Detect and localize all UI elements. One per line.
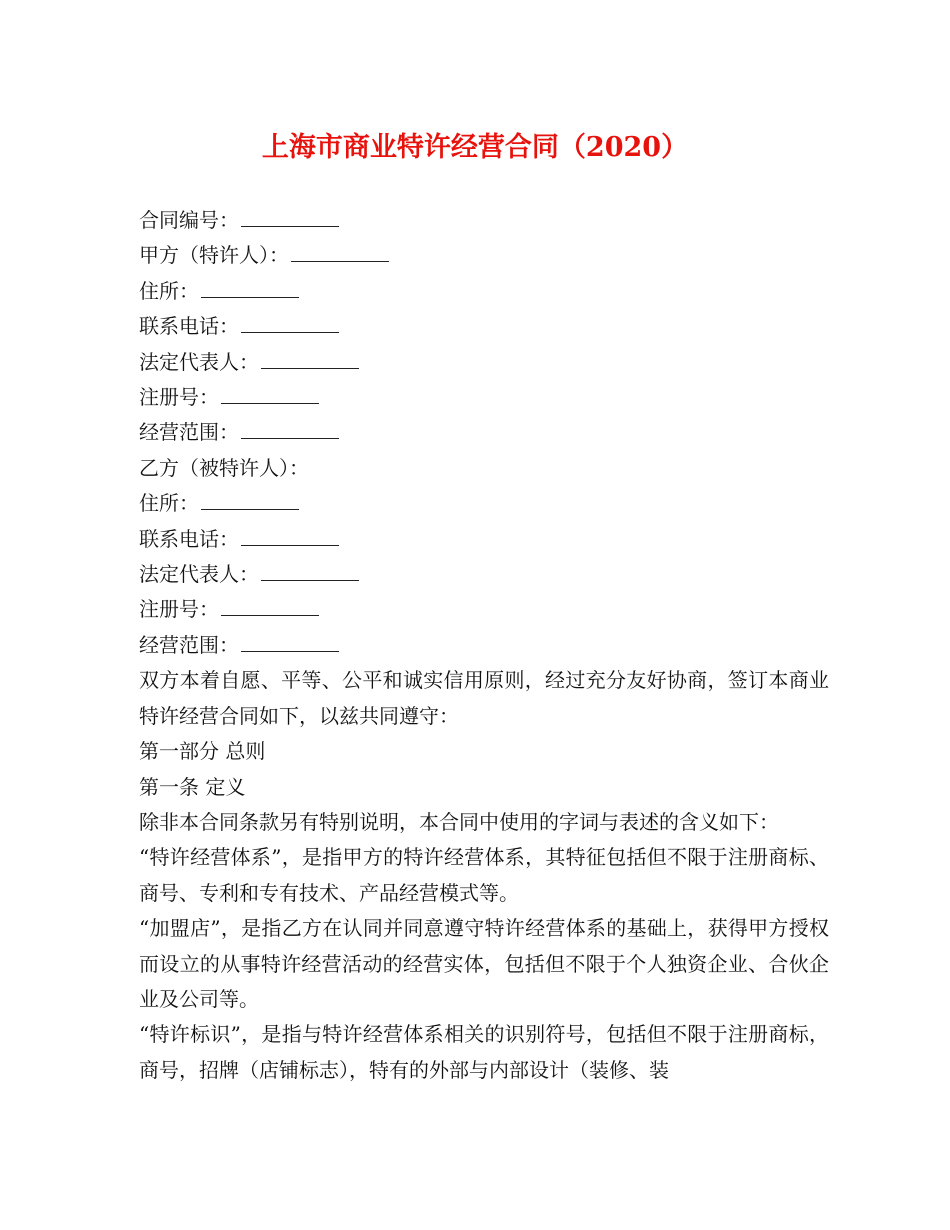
party-a-address-field — [139, 274, 829, 309]
definition-paragraph: “特许经营体系”，是指甲方的特许经营体系，其特征包括但不限于注册商标、商号、专利和专有技术、产品经营模式等。 — [139, 845, 829, 905]
field-label: 联系电话： — [139, 526, 239, 551]
fill-in-blank — [221, 597, 319, 616]
field-label: 注册号： — [139, 385, 219, 410]
party-a-field — [139, 238, 829, 273]
field-label: 注册号： — [139, 597, 219, 622]
fill-in-blank — [201, 279, 299, 298]
party-a-scope-field — [139, 415, 829, 450]
fill-in-blank — [241, 633, 339, 652]
party-b-registration-field — [139, 592, 829, 627]
fill-in-blank — [261, 562, 359, 581]
definition-intro-paragraph: 除非本合同条款另有特别说明，本合同中使用的字词与表述的含义如下： — [139, 809, 779, 834]
field-label: 联系电话： — [139, 314, 239, 339]
fill-in-blank — [291, 243, 389, 262]
field-label: 法定代表人： — [139, 349, 259, 374]
preamble-paragraph: 双方本着自愿、平等、公平和诚实信用原则，经过充分友好协商，签订本商业特许经营合同如下，以兹共同遵守： — [139, 668, 829, 728]
part-heading: 第一部分 总则 — [139, 739, 266, 764]
party-a-registration-field — [139, 380, 829, 415]
document-title: 上海市商业特许经营合同（2020） — [261, 132, 689, 163]
field-label: 经营范围： — [139, 632, 239, 657]
party-a-phone-field — [139, 309, 829, 344]
fill-in-blank — [261, 350, 359, 369]
party-b-address-field — [139, 486, 829, 521]
party-a-representative-field — [139, 345, 829, 380]
fill-in-blank — [241, 314, 339, 333]
fill-in-blank — [241, 527, 339, 546]
definition-paragraph: “加盟店”，是指乙方在认同并同意遵守特许经营体系的基础上，获得甲方授权而设立的从事特许经营活动的经营实体，包括但不限于个人独资企业、合伙企业及公司等。 — [139, 916, 829, 1011]
contract-number-field — [139, 203, 829, 238]
fill-in-blank — [241, 208, 339, 227]
party-b-representative-field — [139, 557, 829, 592]
party-b-scope-field — [139, 628, 829, 663]
field-label: 经营范围： — [139, 420, 239, 445]
field-label: 甲方（特许人）： — [139, 243, 289, 268]
fill-in-blank — [221, 385, 319, 404]
definition-paragraph: “特许标识”，是指与特许经营体系相关的识别符号，包括但不限于注册商标，商号，招牌（店铺标志），特有的外部与内部设计（装修、装 — [139, 1022, 829, 1082]
party-b-heading: 乙方（被特许人）： — [139, 455, 309, 480]
field-label: 合同编号： — [139, 208, 239, 232]
fill-in-blank — [201, 491, 299, 510]
document-body — [139, 203, 829, 1088]
field-label: 法定代表人： — [139, 562, 259, 587]
field-label: 住所： — [139, 278, 199, 303]
field-label: 住所： — [139, 491, 199, 516]
fill-in-blank — [241, 420, 339, 439]
party-b-phone-field — [139, 522, 829, 557]
article-heading: 第一条 定义 — [139, 774, 246, 799]
